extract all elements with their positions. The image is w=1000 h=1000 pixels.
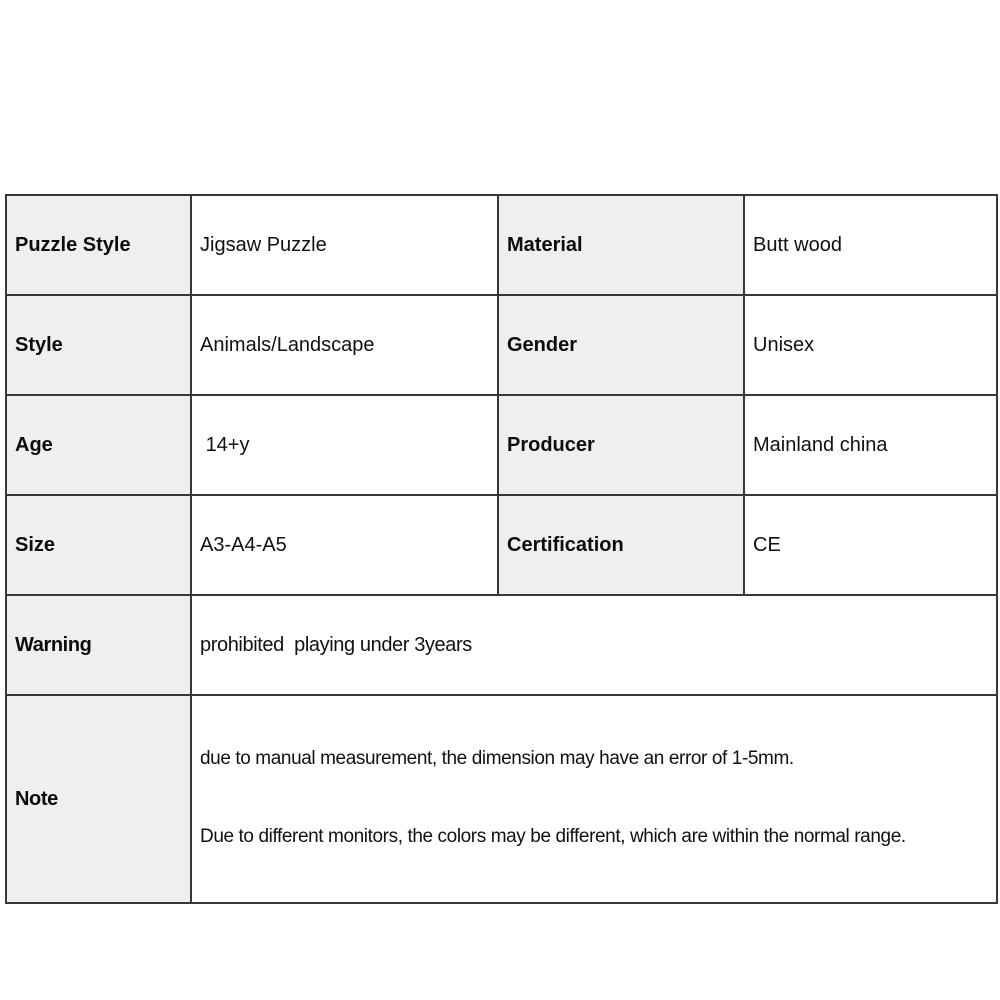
table-row [6,195,997,295]
spec-label-style: Style [6,295,191,395]
spec-label-certification: Certification [498,495,744,595]
spec-label-puzzle-style: Puzzle Style [6,195,191,295]
spec-label-age: Age [6,395,191,495]
spec-label-note: Note [6,695,191,903]
spec-value-puzzle-style: Jigsaw Puzzle [191,195,498,295]
spec-label-gender: Gender [498,295,744,395]
table-row-note [6,695,997,903]
spec-label-warning: Warning [6,595,191,695]
spec-value-certification: CE [744,495,997,595]
table-row [6,295,997,395]
spec-label-size: Size [6,495,191,595]
spec-value-warning: prohibited playing under 3years [191,595,997,695]
spec-value-material: Butt wood [744,195,997,295]
spec-value-style: Animals/Landscape [191,295,498,395]
spec-value-size: A3-A4-A5 [191,495,498,595]
spec-label-material: Material [498,195,744,295]
product-spec-table [5,194,998,904]
note-line-1: due to manual measurement, the dimension may have an error of 1-5mm. [200,748,794,770]
table-row-warning [6,595,997,695]
table-row [6,495,997,595]
table-row [6,395,997,495]
spec-value-note [191,695,997,903]
spec-value-producer: Mainland china [744,395,997,495]
note-line-2: Due to different monitors, the colors may be different, which are within the normal range. [200,826,906,848]
spec-value-gender: Unisex [744,295,997,395]
spec-value-age: 14+y [191,395,498,495]
spec-label-producer: Producer [498,395,744,495]
